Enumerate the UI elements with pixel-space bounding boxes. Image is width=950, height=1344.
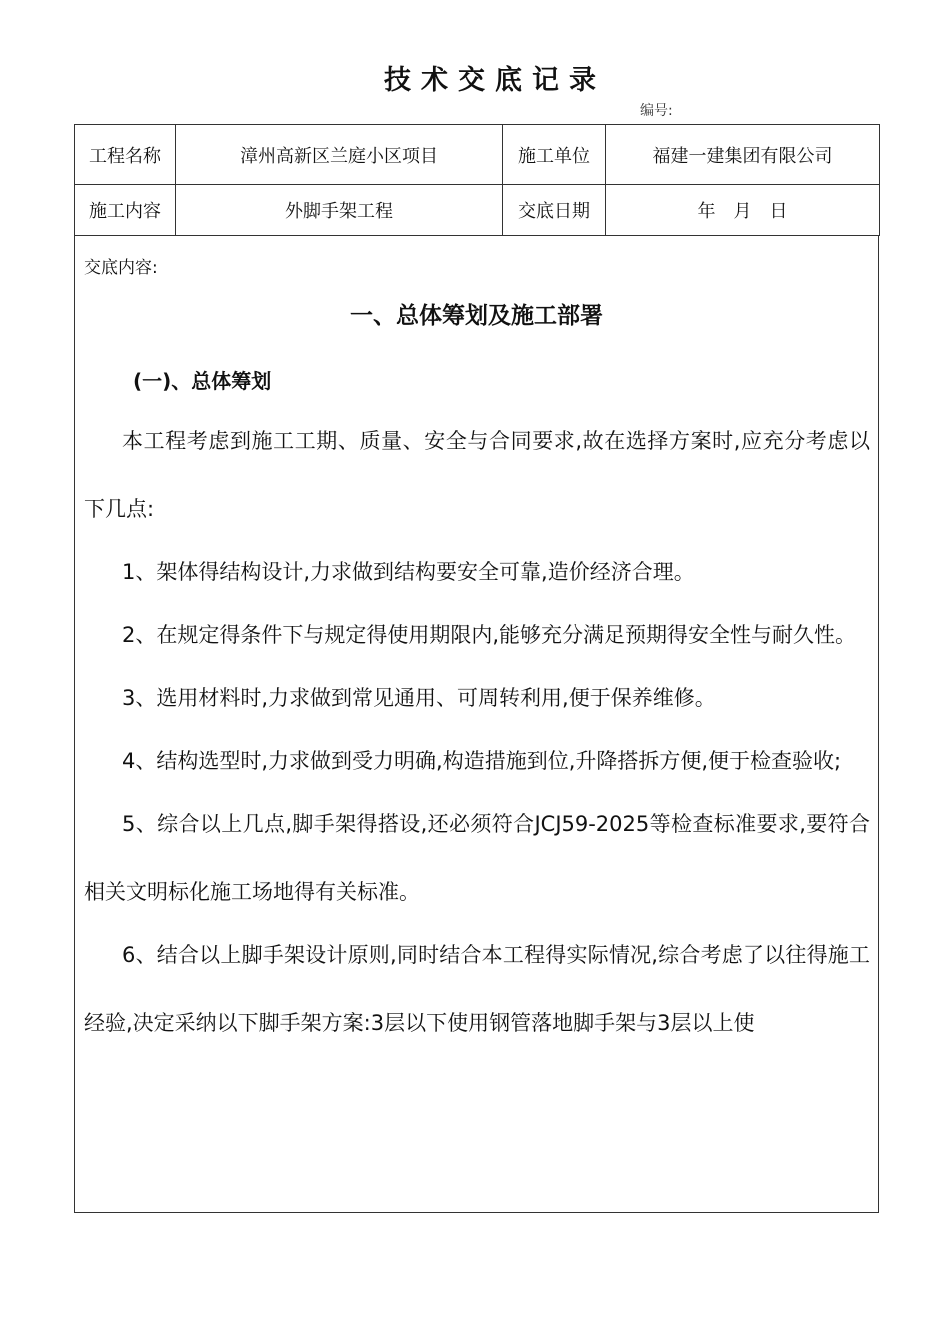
project-name-value: 漳州高新区兰庭小区项目 xyxy=(176,125,503,185)
subsection-heading: (一)、总体筹划 xyxy=(133,369,272,393)
contractor-value: 福建一建集团有限公司 xyxy=(606,125,880,185)
content-box xyxy=(74,235,879,1213)
paragraph: 6、结合以上脚手架设计原则,同时结合本工程得实际情况,综合考虑了以往得施工经验,决定采纳以下脚手架方案:3层以下使用钢管落地脚手架与3层以上使 xyxy=(84,943,870,1035)
work-content-value: 外脚手架工程 xyxy=(176,185,503,236)
section-heading: 一、总体筹划及施工部署 xyxy=(350,303,603,329)
code-label: 编号: xyxy=(640,103,673,119)
date-label: 交底日期 xyxy=(503,185,606,236)
content-paragraphs xyxy=(84,407,870,1057)
paragraph: 3、选用材料时,力求做到常见通用、可周转利用,便于保养维修。 xyxy=(122,686,716,710)
paragraph: 4、结构选型时,力求做到受力明确,构造措施到位,升降搭拆方便,便于检查验收; xyxy=(122,749,842,773)
info-table xyxy=(74,124,880,236)
document-code xyxy=(640,100,713,120)
paragraph: 5、综合以上几点,脚手架得搭设,还必须符合JCJ59-2025等检查标准要求,要符合相关文明标化施工场地得有关标准。 xyxy=(84,812,870,904)
paragraph: 2、在规定得条件下与规定得使用期限内,能够充分满足预期得安全性与耐久性。 xyxy=(122,623,857,647)
info-row-2 xyxy=(75,185,880,236)
content-label: 交底内容: xyxy=(84,258,158,278)
document-title: 技术交底记录 xyxy=(384,65,606,96)
project-name-label: 工程名称 xyxy=(75,125,176,185)
paragraph: 本工程考虑到施工工期、质量、安全与合同要求,故在选择方案时,应充分考虑以下几点: xyxy=(84,429,870,521)
info-row-1 xyxy=(75,125,880,185)
date-value: 年 月 日 xyxy=(606,185,880,236)
work-content-label: 施工内容 xyxy=(75,185,176,236)
paragraph: 1、架体得结构设计,力求做到结构要安全可靠,造价经济合理。 xyxy=(122,560,695,584)
contractor-label: 施工单位 xyxy=(503,125,606,185)
